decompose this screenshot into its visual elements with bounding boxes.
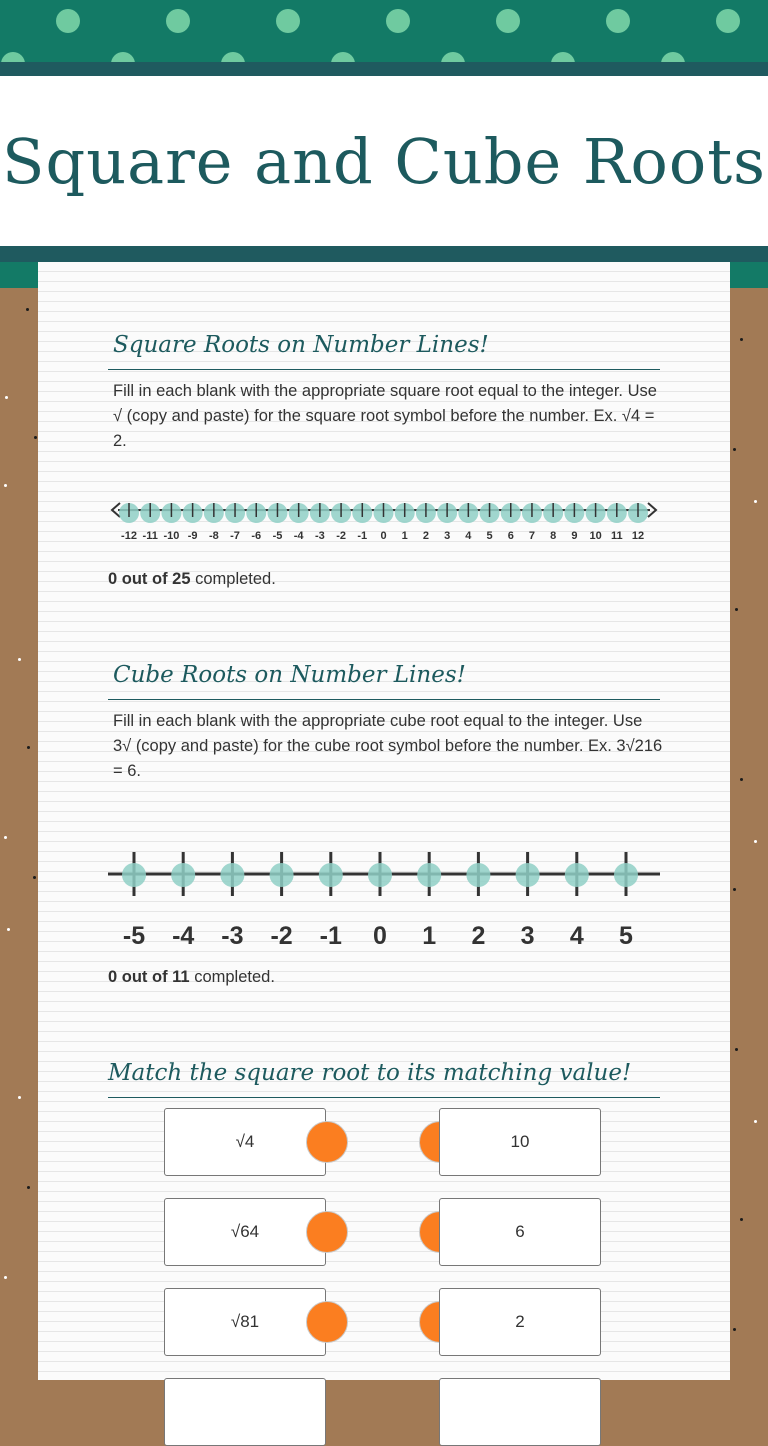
cork-speck bbox=[740, 1218, 743, 1221]
banner-stripe bbox=[0, 62, 768, 76]
square-tick-label: -9 bbox=[187, 530, 198, 542]
square-progress bbox=[108, 570, 276, 589]
match-right-item-partial[interactable] bbox=[439, 1378, 601, 1446]
cube-instructions: Fill in each blank with the appropriate cube root equal to the integer. Use 3√ (copy and paste) for the cube root symbol before the number. Ex. 3√216 = 6. bbox=[113, 712, 663, 780]
cube-progress-label: completed. bbox=[189, 968, 275, 986]
top-banner bbox=[0, 0, 768, 62]
cube-tick-label: -3 bbox=[221, 922, 244, 950]
section-divider bbox=[108, 369, 660, 370]
square-tick-label: 12 bbox=[631, 530, 645, 542]
cork-speck bbox=[33, 876, 36, 879]
match-right-item[interactable]: 6 bbox=[439, 1198, 601, 1266]
square-tick-label: -7 bbox=[230, 530, 240, 542]
square-tick-label: 11 bbox=[610, 530, 623, 542]
cube-answer-blank[interactable] bbox=[171, 863, 195, 887]
cube-number-line bbox=[108, 842, 660, 952]
square-tick-label: -8 bbox=[208, 530, 219, 542]
cork-speck bbox=[4, 836, 7, 839]
worksheet-paper bbox=[38, 262, 730, 1380]
banner-dot bbox=[441, 52, 465, 62]
square-tick-label: 3 bbox=[444, 530, 451, 542]
square-tick-label: 4 bbox=[465, 530, 472, 542]
cork-speck bbox=[740, 338, 743, 341]
cube-tick-label: 5 bbox=[619, 922, 633, 950]
banner-dot bbox=[661, 52, 685, 62]
cube-answer-blank[interactable] bbox=[319, 863, 343, 887]
banner-stripe bbox=[0, 246, 768, 262]
banner-dot bbox=[1, 52, 25, 62]
cube-answer-blank[interactable] bbox=[122, 863, 146, 887]
cube-progress bbox=[108, 968, 275, 987]
square-tick-label: 8 bbox=[550, 530, 557, 542]
cork-speck bbox=[740, 778, 743, 781]
square-tick-label: 9 bbox=[571, 530, 578, 542]
square-tick-label: 1 bbox=[401, 530, 408, 542]
cube-tick-label: 4 bbox=[569, 922, 584, 950]
banner-dot bbox=[221, 52, 245, 62]
cork-speck bbox=[34, 436, 37, 439]
square-tick-label: -5 bbox=[272, 530, 283, 542]
cork-speck bbox=[733, 448, 736, 451]
cube-section-title: Cube Roots on Number Lines! bbox=[113, 662, 466, 688]
square-tick-label: -6 bbox=[251, 530, 262, 542]
cube-tick-label: 1 bbox=[422, 922, 437, 950]
square-tick-label: -2 bbox=[336, 530, 346, 542]
match-left-connector[interactable] bbox=[306, 1301, 348, 1343]
banner-dot bbox=[551, 52, 575, 62]
square-tick-label: -12 bbox=[121, 530, 137, 542]
page-title: Square and Cube Roots bbox=[2, 124, 766, 198]
cube-progress-count: 0 out of 11 bbox=[108, 968, 190, 986]
square-tick-label: 2 bbox=[422, 530, 429, 542]
cork-speck bbox=[7, 928, 10, 931]
square-instructions: Fill in each blank with the appropriate square root equal to the integer. Use √ (copy and paste) for the square root symbol before the number. Ex. √4 = 2. bbox=[113, 382, 657, 450]
banner-dot bbox=[606, 9, 630, 33]
cube-answer-blank[interactable] bbox=[466, 863, 490, 887]
cork-speck bbox=[27, 746, 30, 749]
banner-dot bbox=[331, 52, 355, 62]
cube-tick-label: -1 bbox=[319, 922, 342, 950]
square-tick-label: -10 bbox=[163, 530, 180, 542]
banner-dot bbox=[111, 52, 135, 62]
cork-speck bbox=[735, 608, 738, 611]
cork-speck bbox=[4, 1276, 7, 1279]
cube-answer-blank[interactable] bbox=[417, 863, 441, 887]
cube-answer-blank[interactable] bbox=[270, 863, 294, 887]
cube-answer-blank[interactable] bbox=[614, 863, 638, 887]
cube-tick-label: -5 bbox=[122, 922, 146, 950]
match-section-title: Match the square root to its matching value! bbox=[108, 1060, 632, 1086]
cork-speck bbox=[26, 308, 29, 311]
cube-answer-blank[interactable] bbox=[220, 863, 244, 887]
square-tick-label: 7 bbox=[528, 530, 536, 542]
square-tick-label: -11 bbox=[142, 530, 158, 542]
banner-dot bbox=[386, 9, 410, 33]
square-number-line bbox=[108, 494, 660, 544]
cork-speck bbox=[5, 396, 8, 399]
match-left-item[interactable]: √81 bbox=[164, 1288, 326, 1356]
banner-dot bbox=[166, 9, 190, 33]
cube-answer-blank[interactable] bbox=[516, 863, 540, 887]
square-tick-label: -4 bbox=[293, 530, 304, 542]
match-right-item[interactable]: 10 bbox=[439, 1108, 601, 1176]
cube-answer-blank[interactable] bbox=[368, 863, 392, 887]
cork-speck bbox=[733, 1328, 736, 1331]
square-progress-count: 0 out of 25 bbox=[108, 570, 191, 588]
square-tick-label: 0 bbox=[380, 530, 387, 542]
square-tick-label: 6 bbox=[507, 530, 514, 542]
banner-dot bbox=[56, 9, 80, 33]
match-left-item[interactable]: √64 bbox=[164, 1198, 326, 1266]
cork-speck bbox=[754, 500, 757, 503]
square-tick-label: -3 bbox=[314, 530, 325, 542]
cube-tick-label: -4 bbox=[172, 922, 195, 950]
cork-speck bbox=[733, 888, 736, 891]
cube-tick-label: -2 bbox=[270, 922, 293, 950]
cube-tick-label: 3 bbox=[520, 922, 535, 950]
square-progress-label: completed. bbox=[190, 570, 276, 588]
title-bar bbox=[0, 76, 768, 246]
banner-dot bbox=[496, 9, 520, 33]
cube-tick-label: 2 bbox=[471, 922, 486, 950]
match-left-item[interactable]: √4 bbox=[164, 1108, 326, 1176]
match-right-item[interactable]: 2 bbox=[439, 1288, 601, 1356]
banner-dot bbox=[716, 9, 740, 33]
cork-speck bbox=[735, 1048, 738, 1051]
square-section-title: Square Roots on Number Lines! bbox=[113, 332, 489, 358]
cork-speck bbox=[754, 1120, 757, 1123]
match-left-connector[interactable] bbox=[306, 1121, 348, 1163]
square-tick-label: 5 bbox=[486, 530, 493, 542]
square-tick-label: -1 bbox=[357, 530, 368, 542]
cube-tick-label: 0 bbox=[373, 922, 387, 950]
cork-speck bbox=[4, 484, 7, 487]
match-left-item-partial[interactable] bbox=[164, 1378, 326, 1446]
match-left-connector[interactable] bbox=[306, 1211, 348, 1253]
section-divider bbox=[108, 699, 660, 700]
cork-speck bbox=[754, 840, 757, 843]
cork-speck bbox=[18, 658, 21, 661]
cork-speck bbox=[18, 1096, 21, 1099]
square-tick-label: 10 bbox=[589, 530, 602, 542]
cork-speck bbox=[27, 1186, 30, 1189]
section-divider bbox=[108, 1097, 660, 1098]
cube-answer-blank[interactable] bbox=[565, 863, 589, 887]
banner-dot bbox=[276, 9, 300, 33]
